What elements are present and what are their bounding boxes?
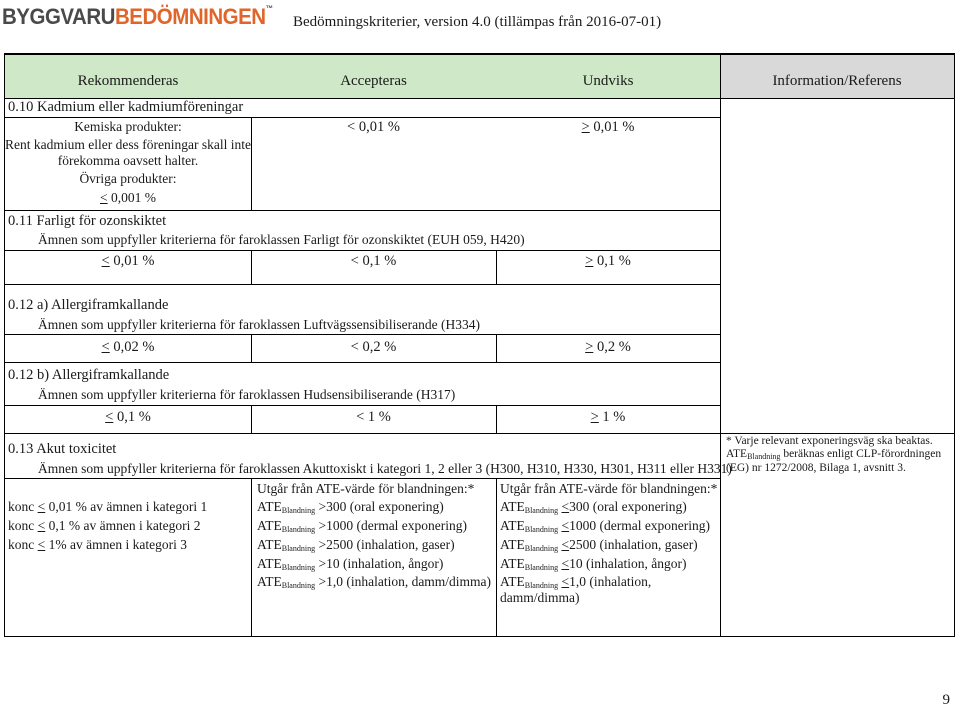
avoid-line-2: $ATE_{Blandning} <1000$ (dermal exponering) <box>500 518 711 534</box>
accept-value-0-12b: < 1 % <box>356 409 391 425</box>
avoid-line-3: $ATE_{Blandning} <2500$ (inhalation, gaser) <box>500 537 698 553</box>
section-desc-0-11: Ämnen som uppfyller kriterierna för faroklassen Farligt för ozonskiktet (EUH 059, H420) <box>38 232 525 247</box>
avoid-value-0-11: > 0,1 % <box>585 253 631 269</box>
column-header-accept: Accepteras <box>340 73 407 89</box>
document-title: Bedömningskriterier, version 4.0 (tillämpas från 2016-07-01) <box>293 14 662 30</box>
avoid-value-0-12a: > 0,2 % <box>585 339 631 355</box>
other-products-value: < 0,001 % <box>100 190 156 205</box>
avoid-line-5-cont: damm/dimma) <box>500 590 580 605</box>
logo-trademark: ™ <box>265 4 273 13</box>
section-desc-0-12a: Ämnen som uppfyller kriterierna för faroklassen Luftvägssensibiliserande (H334) <box>38 317 480 332</box>
avoid-line-4: $ATE_{Blandning} <10$ (inhalation, ångor) <box>500 556 687 572</box>
section-title-0-10: 0.10 Kadmium eller kadmiumföreningar <box>8 99 244 115</box>
accept-intro-0-13: Utgår från ATE-värde för blandningen:* <box>257 481 475 496</box>
column-header-info: Information/Referens <box>772 73 902 89</box>
chem-products-text-2: förekomma oavsett halter. <box>57 153 199 168</box>
section-desc-0-13: Ämnen som uppfyller kriterierna för faroklassen Akuttoxiskt i kategori 1, 2 eller 3 (H300, H310, H330, H301, H311 eller H331) <box>38 461 732 476</box>
info-note-2: $ATE_{Blandning}$ beräknas enligt CLP-förordningen <box>726 448 942 461</box>
accept-line-4: $ATE_{Blandning} >10$ (inhalation, ångor) <box>257 556 444 572</box>
recommend-line-3: konc < 1% av ämnen i kategori 3 <box>8 537 187 552</box>
accept-value-0-11: < 0,1 % <box>350 253 397 269</box>
column-header-recommend: Rekommenderas <box>77 73 179 89</box>
info-note-3: (EG) nr 1272/2008, Bilaga 1, avsnitt 3. <box>726 462 906 474</box>
recommend-value-0-12a: < 0,02 % <box>101 339 155 355</box>
section-title-0-11: 0.11 Farligt för ozonskiktet <box>8 213 167 229</box>
section-desc-0-12b: Ämnen som uppfyller kriterierna för faroklassen Hudsensibiliserande (H317) <box>38 387 456 402</box>
section-title-0-12b: 0.12 b) Allergiframkallande <box>8 367 170 383</box>
avoid-intro-0-13: Utgår från ATE-värde för blandningen:* <box>500 481 718 496</box>
recommend-line-2: konc < 0,1 % av ämnen i kategori 2 <box>8 518 201 533</box>
logo-text-accent: BEDÖMNINGEN <box>114 4 266 29</box>
recommend-value-0-12b: < 0,1 % <box>105 409 151 425</box>
accept-line-3: $ATE_{Blandning} >2500$ (inhalation, gaser) <box>257 537 455 553</box>
section-title-0-13: 0.13 Akut toxicitet <box>8 441 117 457</box>
column-header-avoid: Undviks <box>582 73 634 89</box>
avoid-value-0-10: > 0,01 % <box>581 119 635 135</box>
chem-products-label: Kemiska produkter: <box>74 119 182 134</box>
accept-line-1: $ATE_{Blandning} >300$ (oral exponering) <box>257 499 444 515</box>
other-products-label: Övriga produkter: <box>79 171 177 186</box>
avoid-value-0-12b: > 1 % <box>590 409 626 425</box>
info-note-1: * Varje relevant exponeringsväg ska beaktas. <box>726 435 933 447</box>
logo-text-primary: BYGGVARU <box>2 4 115 29</box>
accept-line-5: $ATE_{Blandning} >1,0$ (inhalation, damm/dimma) <box>257 574 492 590</box>
accept-value-0-12a: < 0,2 % <box>350 339 397 355</box>
chem-products-text-1: Rent kadmium eller dess föreningar skall inte <box>5 137 251 152</box>
avoid-line-5: $ATE_{Blandning} <1,0$ (inhalation, <box>500 574 652 590</box>
section-title-0-12a: 0.12 a) Allergiframkallande <box>8 297 169 313</box>
avoid-line-1: $ATE_{Blandning} <300$ (oral exponering) <box>500 499 687 515</box>
accept-value-0-10: < 0,01 % <box>347 119 400 135</box>
accept-line-2: $ATE_{Blandning} >1000$ (dermal exponering) <box>257 518 468 534</box>
recommend-line-1: konc < 0,01 % av ämnen i kategori 1 <box>8 499 208 514</box>
page-number: 9 <box>942 692 950 708</box>
byggvarubedomningen-logo <box>2 4 273 30</box>
recommend-value-0-11: < 0,01 % <box>101 253 155 269</box>
